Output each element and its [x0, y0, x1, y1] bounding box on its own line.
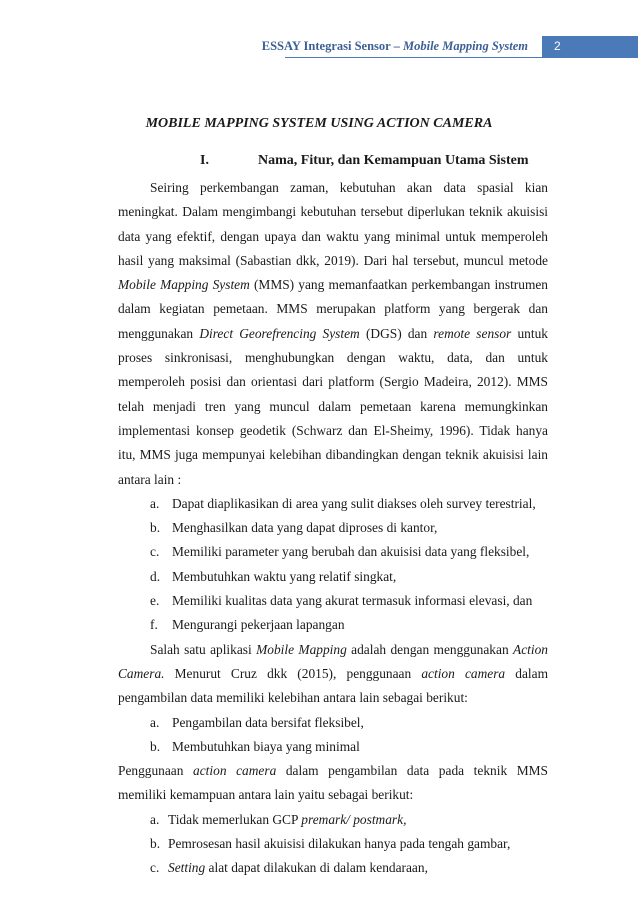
- list-marker: d.: [150, 568, 161, 584]
- paragraph-1-italic: remote sensor: [433, 325, 512, 341]
- list-item: [118, 516, 548, 540]
- paragraph-2-italic: Action Camera.: [118, 641, 548, 681]
- page-number-box: [542, 36, 638, 58]
- section-number: I.: [200, 153, 209, 168]
- header-title-italic: Mobile Mapping System: [402, 39, 528, 53]
- list-item-text: Mengurangi pekerjaan lapangan: [172, 617, 345, 633]
- list-item-text: alat dapat dilakukan di dalam kendaraan,: [205, 860, 428, 876]
- list-marker: a.: [150, 811, 160, 827]
- page-header: [0, 36, 638, 58]
- list-item: [118, 856, 548, 880]
- list-marker: b.: [150, 738, 161, 754]
- list-item-italic: Setting: [168, 860, 206, 876]
- list-item-text: Tidak memerlukan GCP: [168, 811, 302, 827]
- list-marker: c.: [150, 544, 160, 560]
- list-item-text: Dapat diaplikasikan di area yang sulit diakses oleh survey terestrial,: [172, 495, 536, 511]
- body-text: [118, 176, 548, 881]
- header-title-plain: ESSAY Integrasi Sensor –: [261, 39, 403, 53]
- section-heading-text: Nama, Fitur, dan Kemampuan Utama Sistem: [258, 153, 529, 168]
- list-item-text: Pemrosesan hasil akuisisi dilakukan hanya pada tengah gambar,: [168, 836, 511, 852]
- paragraph-3-text: Penggunaan: [118, 763, 194, 779]
- action-camera-advantages-list: [118, 711, 548, 760]
- list-marker: b.: [150, 520, 161, 536]
- paragraph-3-text: dalam pengambilan data pada teknik MMS memiliki kemampuan antara lain yaitu sebagai berikut:: [118, 763, 548, 803]
- paragraph-2-italic: action camera: [421, 665, 506, 681]
- list-item-text: Menghasilkan data yang dapat diproses di kantor,: [172, 520, 438, 536]
- paragraph-2-text: adalah dengan menggunakan: [346, 641, 514, 657]
- paragraph-1-text: (MMS) yang memanfaatkan perkembangan instrumen dalam kegiatan pemetaan. MMS merupakan platform yang bergerak dan menggunakan: [118, 277, 548, 341]
- paragraph-1-text: Seiring perkembangan zaman, kebutuhan akan data spasial kian meningkat. Dalam mengimbangi kebutuhan tersebut diperlukan teknik akuisisi data yang efektif, dengan upaya dan waktu yang minimal untuk memperoleh hasil yang maksimal (Sabastian dkk, 2019). Dari hal tersebut, muncul metode: [118, 180, 548, 268]
- list-marker: c.: [150, 860, 160, 876]
- advantages-list: [118, 492, 548, 638]
- list-item: [118, 589, 548, 613]
- list-item-text: Memiliki kualitas data yang akurat termasuk informasi elevasi, dan: [172, 593, 533, 609]
- header-rule: [285, 57, 542, 58]
- list-item-text: Membutuhkan waktu yang relatif singkat,: [172, 568, 397, 584]
- header-title: [262, 39, 528, 54]
- list-item-text: Membutuhkan biaya yang minimal: [172, 738, 360, 754]
- paragraph-1-text: (DGS) dan: [359, 325, 434, 341]
- paragraph-1-italic: Direct Georefrencing System: [199, 325, 360, 341]
- paragraph-2-text: Menurut Cruz dkk (2015), penggunaan: [164, 665, 422, 681]
- list-marker: a.: [150, 714, 160, 730]
- paragraph-1-italic: Mobile Mapping System: [118, 277, 250, 293]
- list-marker: f.: [150, 617, 158, 633]
- section-heading: [200, 153, 529, 169]
- list-item: [118, 711, 548, 735]
- list-marker: a.: [150, 495, 160, 511]
- list-item-italic: premark/ postmark,: [301, 811, 407, 827]
- list-item: [118, 735, 548, 759]
- list-item: [118, 832, 548, 856]
- list-item: [118, 808, 548, 832]
- paragraph-2-text: dalam pengambilan data memiliki kelebihan antara lain sebagai berikut:: [118, 665, 548, 706]
- paragraph-3-italic: action camera: [193, 763, 277, 779]
- capabilities-list: [118, 808, 548, 881]
- list-marker: b.: [150, 836, 161, 852]
- list-item: [118, 540, 548, 564]
- paragraph-2-italic: Mobile Mapping: [256, 641, 347, 657]
- paragraph-3: [118, 759, 548, 808]
- list-marker: e.: [150, 593, 160, 609]
- list-item: [118, 565, 548, 589]
- list-item-text: Pengambilan data bersifat fleksibel,: [172, 714, 364, 730]
- page-number: 2: [554, 39, 561, 53]
- document-title: MOBILE MAPPING SYSTEM USING ACTION CAMERA: [145, 116, 493, 131]
- list-item: [118, 492, 548, 516]
- paragraph-1-text: untuk proses sinkronisasi, menghubungkan dengan waktu, data, dan untuk memperoleh posisi dan orientasi dari platform (Sergio Madeira, 2012). MMS telah menjadi tren yang muncul dalam pemetaan karena memungkinkan implementasi konsep geodetik (Schwarz dan El-Sheimy, 1996). Tidak hanya itu, MMS juga mempunyai kelebihan dibandingkan dengan teknik akuisisi lain antara lain :: [118, 325, 548, 487]
- list-item-text: Memiliki parameter yang berubah dan akuisisi data yang fleksibel,: [172, 544, 530, 560]
- list-item: [118, 613, 548, 637]
- paragraph-1: [118, 176, 548, 492]
- paragraph-2: [118, 638, 548, 711]
- paragraph-2-text: Salah satu aplikasi: [150, 641, 257, 657]
